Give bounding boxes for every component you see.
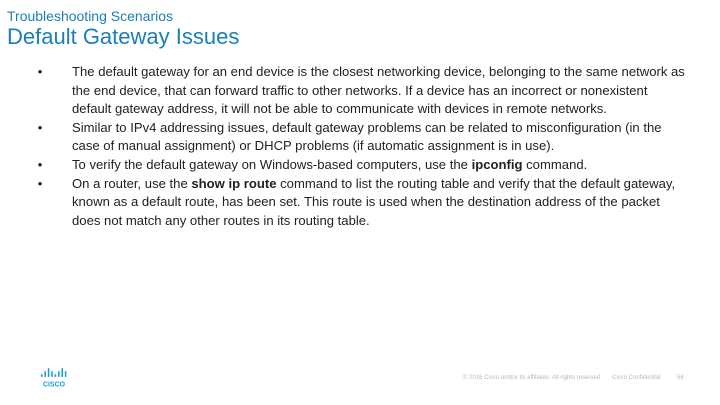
bullet-marker: • [37,175,43,191]
command-ipconfig: ipconfig [471,156,523,172]
bullet-text-post: command to list the routing table and verify that the default gateway, known as a default route, has been set. This route is used when the destination address of the packet does not match any other routes in its routing table. [72,175,676,228]
footer-confidential: Cisco Confidential [612,375,661,381]
cisco-logo-wordmark: CISCO [42,381,66,388]
bullet-item [35,156,685,175]
footer-copyright: © 2016 Cisco and/or its affiliates. All rights reserved. [463,375,602,381]
bullet-text-pre: On a router, use the [72,175,192,191]
bullet-list [35,63,685,230]
bullet-marker: • [37,64,43,79]
bullet-text-post: command. [522,156,588,172]
section-heading: Troubleshooting Scenarios [7,8,174,24]
page-title: Default Gateway Issues [7,24,240,49]
bullet-item [35,63,685,119]
command-show-ip-route: show ip route [191,175,277,191]
bullet-marker: • [37,119,43,135]
bullet-marker: • [37,156,43,172]
bullet-text-pre: To verify the default gateway on Windows-based computers, use the [72,156,472,172]
bullet-item [35,175,685,231]
bullet-item [35,119,685,156]
bullet-text: The default gateway for an end device is the closest networking device, belonging to the same network as the end device, that can forward traffic to other networks. If a device has an incorrect or nonexistent default gateway address, it will not be able to communicate with devices in remote networks. [72,64,685,117]
page-number: 56 [677,375,684,381]
bullet-text: Similar to IPv4 addressing issues, default gateway problems can be related to misconfiguration (in the case of manual assignment) or DHCP problems (if automatic assignment is in use). [72,119,662,154]
cisco-logo-icon [40,368,68,388]
